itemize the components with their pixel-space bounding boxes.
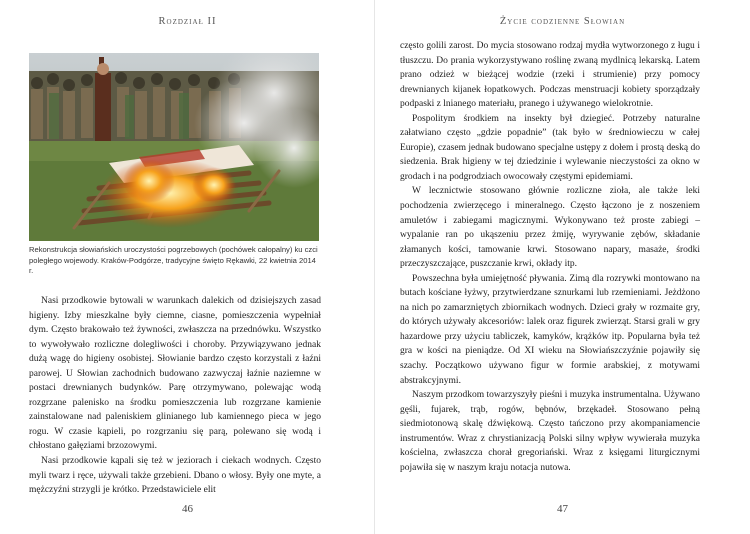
photo-caption: Rekonstrukcja słowiańskich uroczystości pogrzebowych (pochówek całopalny) ku czci poległego wojewody. Kraków-Podgórze, tradycyjne święto Rękawki, 22 kwietnia 2014 r.	[29, 245, 318, 275]
page-number-right: 47	[557, 503, 568, 515]
paragraph: Naszym przodkom towarzyszyły pieśni i muzyka instrumentalna. Używano gęśli, fujarek, trąb, rogów, bębnów, brzękadeł. Stosowano pełną siedmiotonową skalę dźwiękową. Często tańczono przy akompaniamencie instrumentów. Wraz z chrystianizacją Polski silny wpływ wywierała muzyka kościelna, zwłaszcza chorał gregoriański. Wraz z księgami liturgicznymi pojawiła się w naszym kraju notacja nutowa.	[400, 390, 700, 473]
paragraph: Powszechna była umiejętność pływania. Zimą dla rozrywki montowano na butach kościane łyżwy, przytwierdzane sznurkami lub rzemieniami. Jeżdżono na nich po zamarzniętych zbiornikach wodnych. Dzieci grały w rozmaite gry, do których używały akcesoriów: lalek oraz figurek zwierząt. Starsi grali w gry hazardowe przy użyciu tabliczek, kamyków, krążków itp. Popularna była też gra w kości na pieniądze. Od XI wieku na Słowiańszczyźnie pojawiły się szachy. Początkowo używano figur w formie arabskiej, z motywami abstrakcyjnymi.	[400, 273, 700, 386]
paragraph: Pospolitym środkiem na insekty był dziegieć. Potrzeby naturalne załatwiano często „gdzie popadnie” (tak było w średniowieczu w całej Europie), czasem jednak budowano specjalne ustępy z dołem i prostą deską do siedzenia. Brak higieny w tej dziedzinie i wylewanie nieczystości za okno w grodach i na podgrodziach owocowały częstymi epidemiami.	[400, 113, 700, 182]
paragraph: Nasi przodkowie bytowali w warunkach dalekich od dzisiejszych zasad higieny. Izby mieszkalne były ciemne, ciasne, pomieszczenia wypełniał dym. Często brakowało też żywności, zwłaszcza na przednówku. Wszystko to wywoływało rozliczne dolegliwości i choroby. Przywiązywano jednak dużą wagę do higieny osobistej. Słowianie bardzo często korzystali z łaźni parowej. U Słowian zachodnich budowano zazwyczaj łaźnie naziemne w postaci drewnianych budynków. Parę otrzymywano, polewając wodą rozgrzane palenisko na środku pomieszczenia lub rozgrzane kamienie zainstalowane nad paleniskiem glinianego lub kamiennego pieca w jego rogu. W czasie kąpieli, po rozgrzaniu się parą, polewano się wodą i chłostano gałęziami brzozowymi.	[29, 296, 321, 452]
running-head-left: Rozdział II	[158, 16, 217, 27]
page-number-left: 46	[182, 503, 193, 515]
paragraph: W lecznictwie stosowano głównie rozliczne zioła, ale także leki pochodzenia zwierzęcego i mineralnego. Często łączono je z noszeniem amuletów i zabiegami magicznymi. Wykonywano też proste zabiegi – wypalanie ran po ukąszeniu przez żmiję, wyrywanie zębów, składanie złamanych kości, tamowanie krwi. Stosowano napary, masaże, środki przeczyszczające, puszczanie krwi, okłady itp.	[400, 186, 700, 270]
paragraph: Nasi przodkowie kąpali się też w jeziorach i ciekach wodnych. Często myli twarz i ręce, używali także grzebieni. Dbano o włosy. Były one myte, a mężczyźni strzygli je krótko. Przedstawiciele elit	[29, 456, 321, 496]
right-body-text	[400, 39, 700, 475]
paragraph: często golili zarost. Do mycia stosowano rodzaj mydła wytworzonego z ługu i tłuszczu. Do prania wykorzystywano roślinę zwaną mydlnicą lekarską. Latem prano odzież w bieżącej wodzie (rzeki i strumienie) przy pomocy drewnianych kijanek łopatkowych. Podczas menstruacji kobiety sporządzały podpaski z lnianego materiału, pranego i używanego wielokrotnie.	[400, 41, 700, 110]
running-head-right: Życie codzienne Słowian	[499, 16, 626, 27]
